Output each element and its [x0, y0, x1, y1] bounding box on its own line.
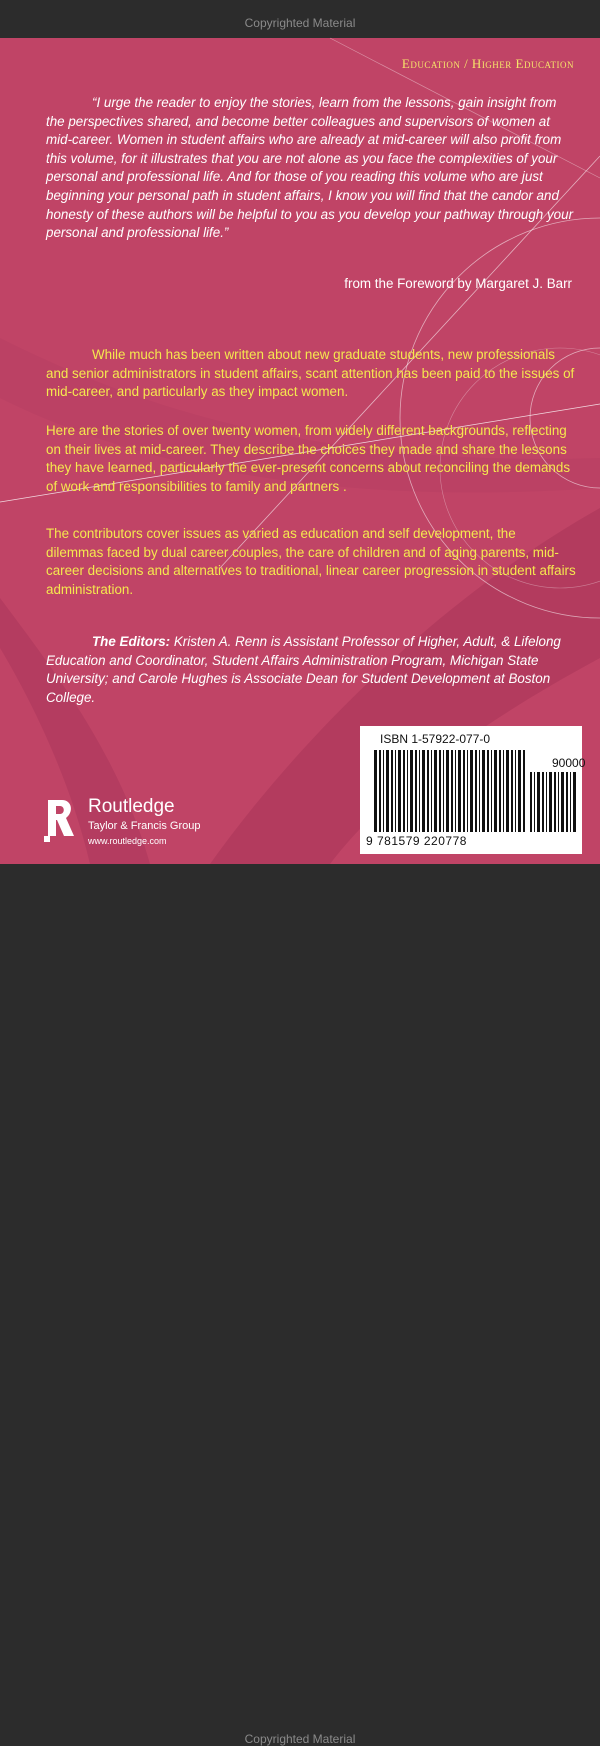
watermark-bottom: Copyrighted Material	[244, 1732, 356, 1746]
barcode-bar	[422, 750, 425, 832]
barcode-bar	[427, 750, 429, 832]
barcode-bar	[398, 750, 401, 832]
description-paragraph-2: Here are the stories of over twenty women, from widely different backgrounds, reflecting on their lives at mid-career. They describe the choices they made and share the lessons they have learned, particularly the ever-present concerns about reconciling the demands of work and responsibilities to family and partners .	[46, 423, 571, 494]
barcode-bar	[530, 772, 532, 832]
editors-bio	[46, 633, 581, 707]
barcode-bar	[570, 772, 571, 832]
foreword-attribution: from the Foreword by Margaret J. Barr	[344, 276, 572, 291]
barcode-bar	[395, 750, 396, 832]
top-frame	[0, 0, 600, 38]
editors-label: The Editors:	[92, 634, 171, 649]
barcode-bar	[467, 750, 468, 832]
description-paragraph-1: While much has been written about new graduate students, new professionals and senior administrators in student affairs, scant attention has been paid to the issues of mid-career, and particularly as they impact women.	[46, 347, 575, 400]
barcode-bar	[446, 750, 449, 832]
barcode-bar	[419, 750, 420, 832]
barcode-bar	[451, 750, 453, 832]
barcode-bar	[546, 772, 547, 832]
barcode-bar	[558, 772, 559, 832]
barcode-bar	[383, 750, 384, 832]
ean-number: 9 781579 220778	[366, 834, 467, 848]
barcode-bar	[463, 750, 465, 832]
barcode-bar	[443, 750, 444, 832]
editors-text: Kristen A. Renn is Assistant Professor of Higher, Adult, & Lifelong Education and Coordinator, Student Affairs Administration Program, Michigan State University; and Carole Hughes is Associate Dean for Student Development at Boston College.	[46, 634, 561, 705]
barcode-bar	[487, 750, 489, 832]
price-code: 90000	[552, 756, 586, 770]
barcode-bar	[407, 750, 408, 832]
back-cover	[0, 38, 600, 864]
barcode-bar	[506, 750, 509, 832]
bottom-frame	[0, 864, 600, 1746]
barcode-bar	[549, 772, 552, 832]
barcode-bar	[523, 750, 525, 832]
barcode-bar	[455, 750, 456, 832]
addon-barcode	[530, 772, 576, 832]
description-paragraph-3: The contributors cover issues as varied as education and self development, the dilemmas faced by dual career couples, the care of children and of aging parents, mid-career decisions and alternatives to traditional, linear career progression in student affairs administration.	[46, 526, 576, 597]
barcode-bar	[410, 750, 413, 832]
publisher-logo	[40, 790, 240, 850]
barcode-bar	[494, 750, 497, 832]
publisher-url: www.routledge.com	[88, 836, 167, 846]
barcode-bar	[503, 750, 504, 832]
barcode-bar	[561, 772, 564, 832]
barcode-box	[360, 726, 586, 854]
category-label: Education / Higher Education	[401, 56, 574, 71]
barcode-bar	[379, 750, 381, 832]
barcode-bar	[554, 772, 556, 832]
barcode-bar	[475, 750, 477, 832]
barcode-bar	[434, 750, 437, 832]
barcode-bar	[515, 750, 516, 832]
barcode-bar	[374, 750, 377, 832]
barcode-bar	[482, 750, 485, 832]
barcode-bar	[573, 772, 576, 832]
barcode-bar	[470, 750, 473, 832]
foreword-quote: “I urge the reader to enjoy the stories, learn from the lessons, gain insight from the perspectives shared, and become better colleagues and supervisors of women at mid-career. Women in student affairs who are already at mid-career will also profit from this volume, for it illustrates that you are not alone as you face the complexities of your personal and professional life. And for those of you reading this volume who are just beginning your personal path in student affairs, I know you will find that the candor and honesty of these authors will be helpful to you as you develop your pathway through your personal and professional life.”	[46, 95, 574, 241]
isbn-number: ISBN 1-57922-077-0	[380, 732, 491, 746]
barcode-bar	[499, 750, 501, 832]
barcode-bar	[415, 750, 417, 832]
barcode-bar	[479, 750, 480, 832]
routledge-emblem-icon	[40, 796, 80, 846]
barcode-bar	[386, 750, 389, 832]
barcode-bar	[518, 750, 521, 832]
barcode-bar	[391, 750, 393, 832]
publisher-group: Taylor & Francis Group	[88, 820, 201, 832]
barcode-bar	[566, 772, 568, 832]
barcode-bar	[491, 750, 492, 832]
watermark-top: Copyrighted Material	[244, 16, 356, 30]
barcode-bar	[537, 772, 540, 832]
publisher-name: Routledge	[88, 796, 175, 817]
barcode-bar	[534, 772, 535, 832]
barcode-bar	[403, 750, 405, 832]
barcode-bar	[511, 750, 513, 832]
ean-barcode	[374, 750, 524, 832]
barcode-bar	[458, 750, 461, 832]
barcode-bar	[431, 750, 432, 832]
barcode-bar	[542, 772, 544, 832]
barcode-bar	[439, 750, 441, 832]
